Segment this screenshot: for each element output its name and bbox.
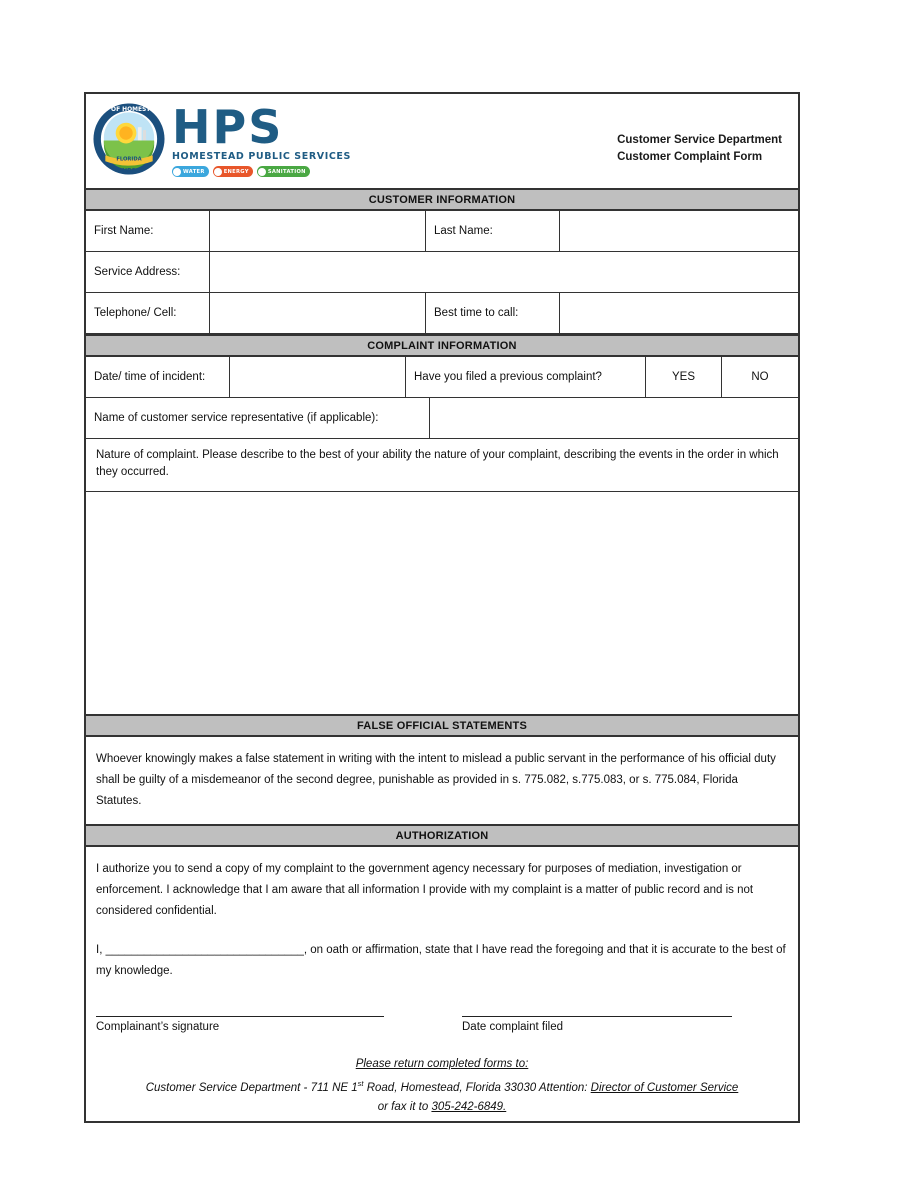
form-header xyxy=(86,94,798,188)
oath-name-blank[interactable]: _______________________________ xyxy=(105,944,304,956)
representative-label: Name of customer service representative (if applicable): xyxy=(86,398,430,438)
row-service-address xyxy=(86,252,798,293)
signature-area xyxy=(86,994,798,1033)
previous-complaint-no-option[interactable]: NO xyxy=(751,371,769,383)
city-of-homestead-seal-icon xyxy=(92,102,166,176)
hps-tagline: HOMESTEAD PUBLIC SERVICES xyxy=(172,151,351,162)
previous-complaint-yes-option[interactable]: YES xyxy=(646,357,722,397)
row-representative xyxy=(86,398,798,439)
badge-water xyxy=(172,166,209,177)
nature-of-complaint-instruction: Nature of complaint. Please describe to the best of your ability the nature of your complaint, describing the events in the order in which they occurred. xyxy=(86,439,798,492)
previous-complaint-question: Have you filed a previous complaint? xyxy=(406,357,646,397)
complainant-signature-label: Complainant’s signature xyxy=(96,1021,220,1033)
fax-number[interactable]: 305-242-6849. xyxy=(431,1100,507,1113)
return-address-prefix: Customer Service Department - 711 NE 1 xyxy=(145,1081,358,1094)
section-header-authorization: AUTHORIZATION xyxy=(86,824,798,847)
return-address-middle: Road, Homestead, Florida 33030 Attention: xyxy=(363,1081,591,1094)
false-statements-body: Whoever knowingly makes a false statement in writing with the intent to mislead a public servant in the performance of his official duty shall be guilty of a misdemeanor of the second degree, punishable as provided in s. 775.082, s.775.083, or s. 775.084, Florida Statutes. xyxy=(96,753,776,807)
badge-energy-label: ENERGY xyxy=(223,168,249,175)
last-name-label: Last Name: xyxy=(426,211,560,251)
telephone-field[interactable] xyxy=(210,293,426,333)
attention-name: Director of Customer Service xyxy=(590,1081,739,1094)
first-name-field[interactable] xyxy=(210,211,426,251)
oath-prefix: I, xyxy=(96,944,106,956)
section-header-false-official-statements: FALSE OFFICIAL STATEMENTS xyxy=(86,714,798,737)
signature-row xyxy=(96,1016,788,1033)
badge-sanitation-label: SANITATION xyxy=(267,168,306,175)
row-incident xyxy=(86,357,798,398)
header-titles xyxy=(617,102,786,166)
nature-of-complaint-field[interactable] xyxy=(86,492,798,714)
service-address-field[interactable] xyxy=(210,252,798,292)
service-address-label: Service Address: xyxy=(86,252,210,292)
complainant-signature-line[interactable] xyxy=(96,1016,384,1017)
representative-field[interactable] xyxy=(430,398,798,438)
svg-text:HPS: HPS xyxy=(122,168,136,175)
best-time-to-call-field[interactable] xyxy=(560,293,798,333)
return-address-ordinal: st xyxy=(357,1079,364,1088)
incident-date-time-field[interactable] xyxy=(230,357,406,397)
last-name-field[interactable] xyxy=(560,211,798,251)
return-instructions xyxy=(86,1033,798,1127)
service-badges xyxy=(172,166,351,177)
brand-text xyxy=(172,102,351,177)
badge-energy xyxy=(213,166,253,177)
oath-suffix: , on oath or affirmation, state that I have read the foregoing and that it is accurate to the best of my knowledge. xyxy=(96,944,786,977)
row-name xyxy=(86,211,798,252)
fax-line xyxy=(100,1098,784,1117)
section-header-customer-information: CUSTOMER INFORMATION xyxy=(86,188,798,211)
brand-lockup xyxy=(92,102,351,177)
badge-water-label: WATER xyxy=(183,168,205,175)
date-filed-block xyxy=(462,1016,732,1033)
badge-sanitation xyxy=(257,166,310,177)
hps-wordmark: HPS xyxy=(172,100,284,154)
water-drop-icon xyxy=(173,168,181,176)
return-address-line xyxy=(100,1074,784,1098)
form-title: Customer Complaint Form xyxy=(617,151,763,163)
fax-prefix: or fax it to xyxy=(377,1100,432,1113)
false-statements-body-wrap xyxy=(86,737,798,824)
authorization-paragraph-1: I authorize you to send a copy of my complaint to the government agency necessary for purposes of mediation, investigation or enforcement. I acknowledge that I am aware that all information I provide with my complaint is a matter of public record and is not considered confidential. xyxy=(96,863,754,917)
customer-complaint-form xyxy=(84,92,800,1123)
energy-bolt-icon xyxy=(214,168,222,176)
return-heading: Please return completed forms to: xyxy=(355,1058,529,1070)
first-name-label: First Name: xyxy=(86,211,210,251)
date-filed-line[interactable] xyxy=(462,1016,732,1017)
recycle-icon xyxy=(258,168,266,176)
department-name: Customer Service Department xyxy=(617,134,782,146)
svg-text:CITY OF HOMESTEAD: CITY OF HOMESTEAD xyxy=(94,106,164,113)
incident-date-time-label: Date/ time of incident: xyxy=(86,357,230,397)
section-header-complaint-information: COMPLAINT INFORMATION xyxy=(86,334,798,357)
svg-text:FLORIDA: FLORIDA xyxy=(116,156,142,163)
date-filed-label: Date complaint filed xyxy=(462,1021,563,1033)
authorization-body-wrap xyxy=(86,847,798,994)
best-time-to-call-label: Best time to call: xyxy=(426,293,560,333)
telephone-label: Telephone/ Cell: xyxy=(86,293,210,333)
complainant-signature-block xyxy=(96,1016,426,1033)
row-telephone xyxy=(86,293,798,334)
authorization-oath-line xyxy=(96,940,786,982)
